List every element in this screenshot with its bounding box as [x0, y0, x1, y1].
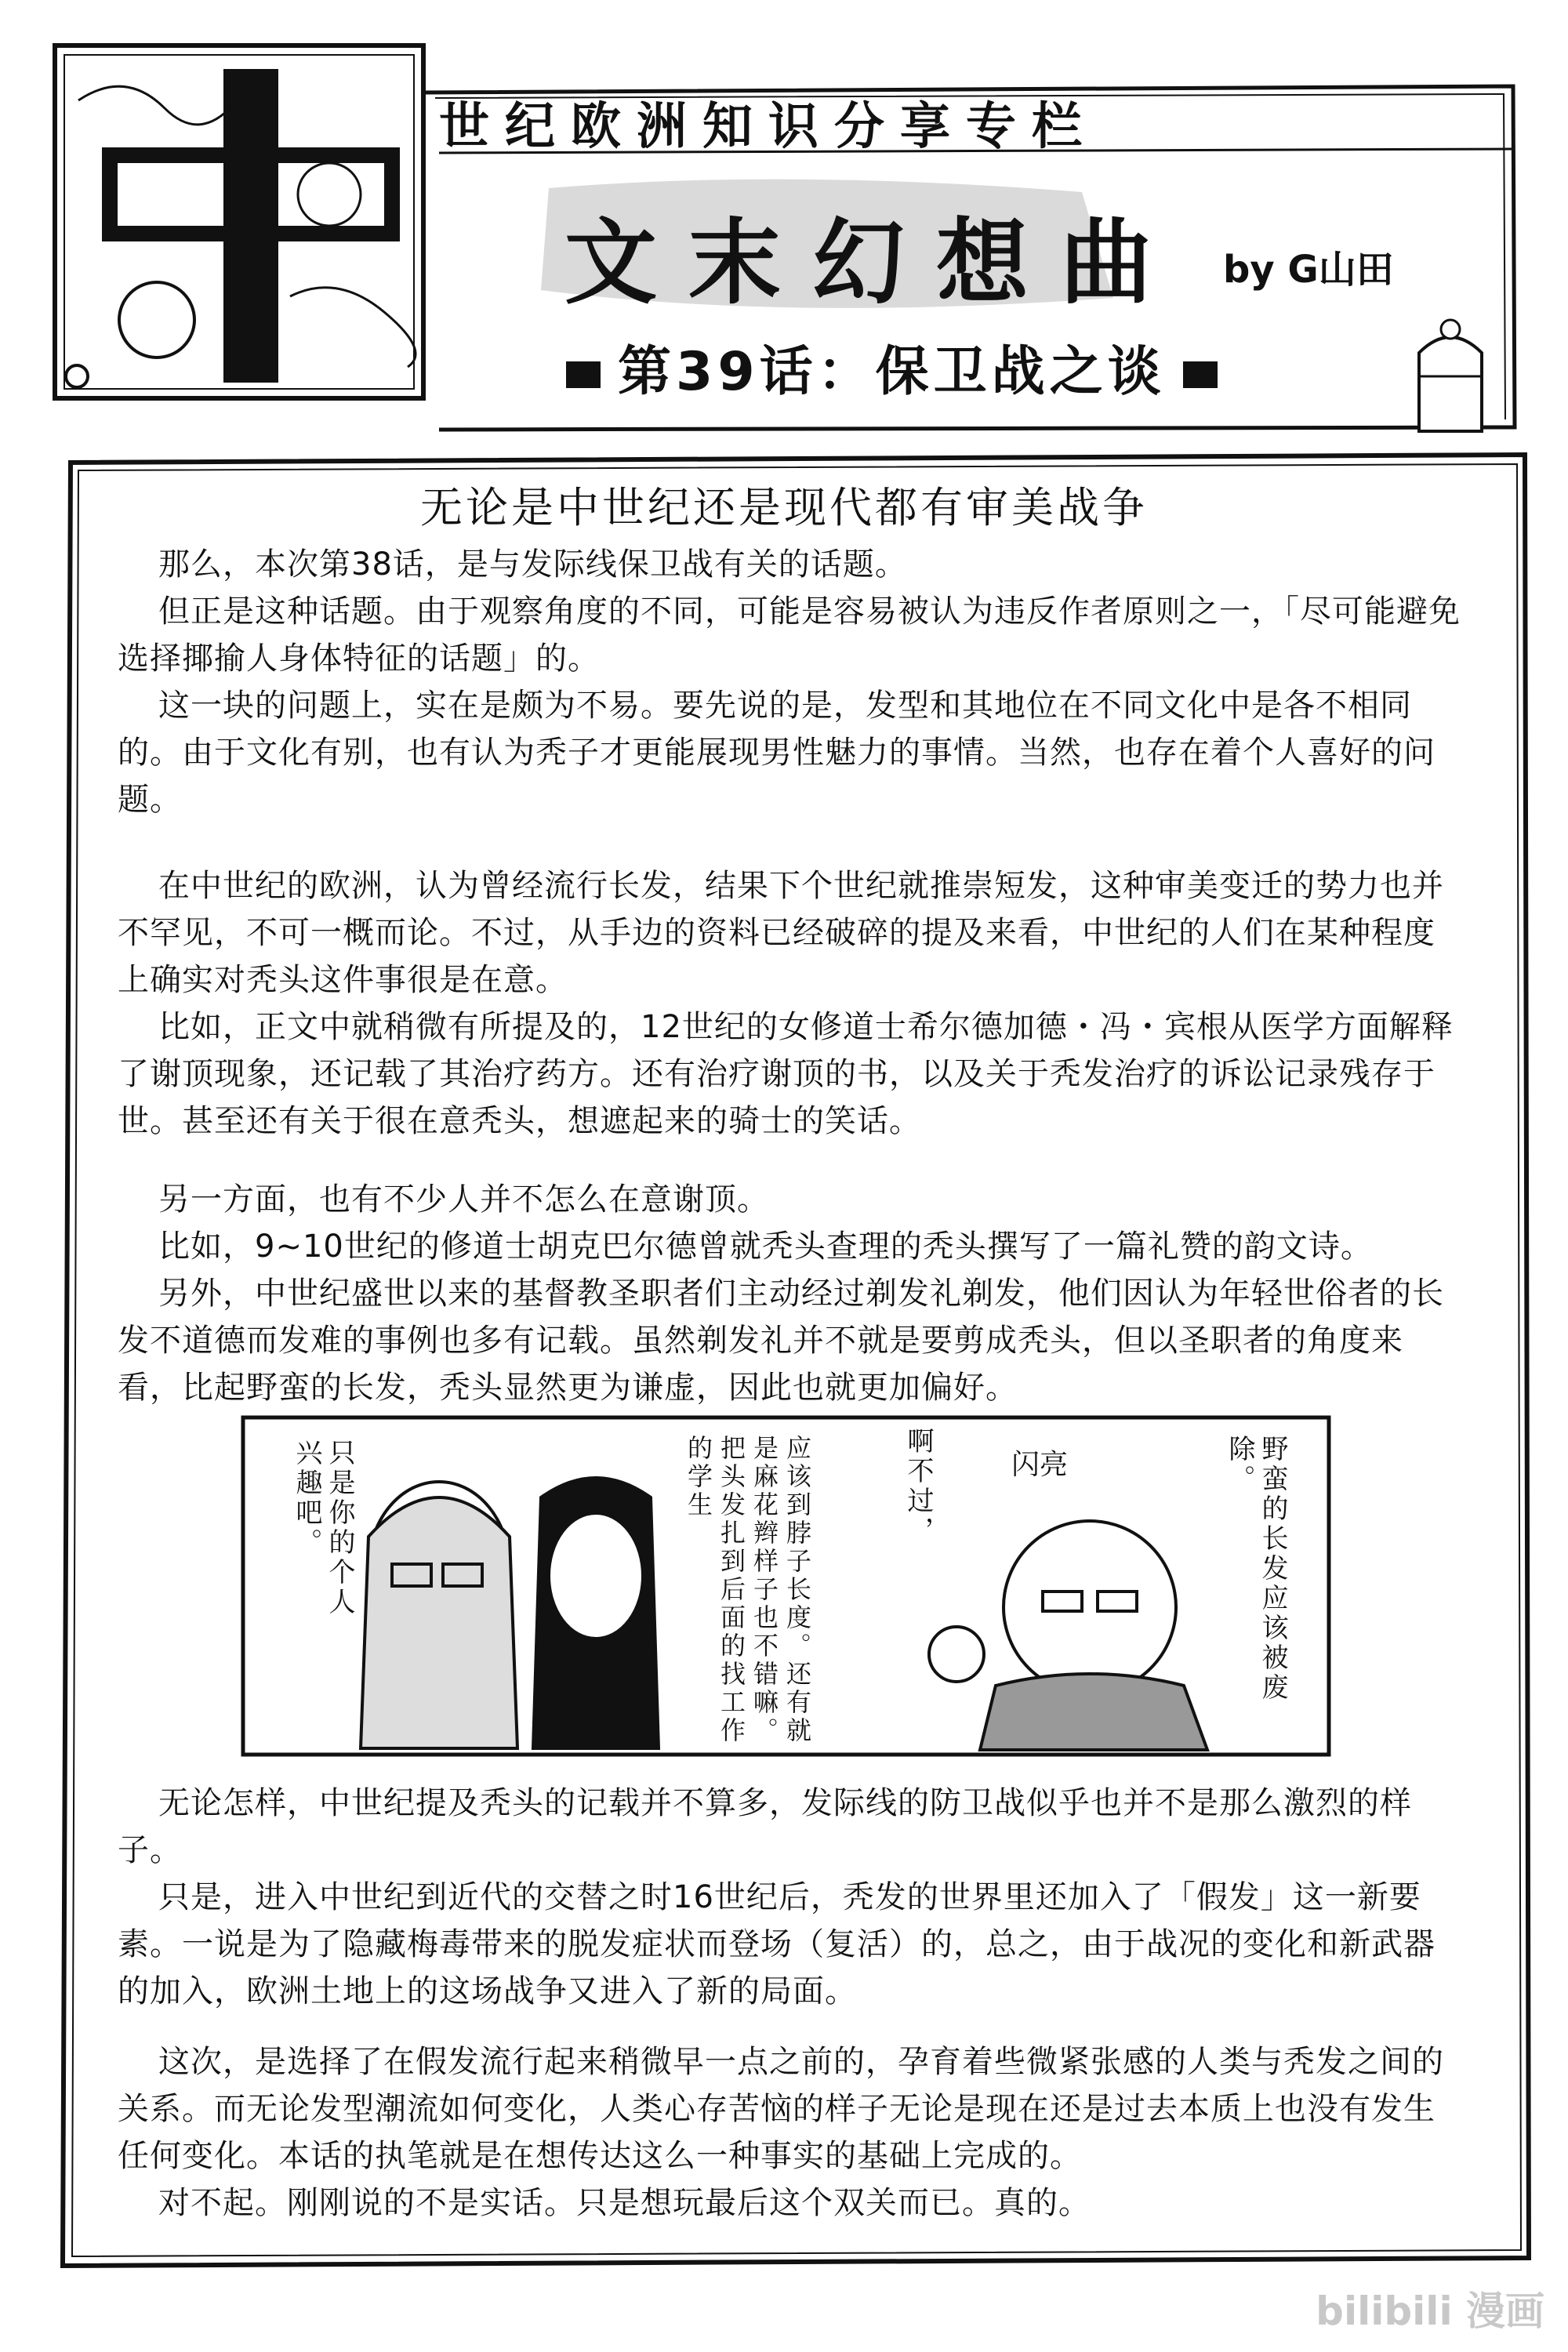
- column-title: 世纪欧洲知识分享专栏: [439, 98, 1098, 156]
- paragraph: 在中世纪的欧洲，认为曾经流行长发，结果下个世纪就推崇短发，这种审美变迁的势力也并不罕见，不可一概而论。不过，从手边的资料已经破碎的提及来看，中世纪的人们在某种程度上确实对秃头这件事很是在意。: [118, 868, 1444, 998]
- comic-bubble-middle: 应该到脖子长度。还有就是麻花辫样子也不错嘛。把头发扎到后面的找工作的学生: [684, 1435, 812, 1745]
- square-bullet-icon: [566, 361, 601, 388]
- comic-bubble-right: 野蛮的长发应该被废除。: [1224, 1435, 1288, 1703]
- paragraph: 比如，9~10世纪的修道士胡克巴尔德曾就秃头查理的秃头撰写了一篇礼赞的韵文诗。: [158, 1229, 1373, 1265]
- bilibili-manga-watermark: bilibili 漫画: [1316, 2288, 1544, 2334]
- square-bullet-icon: [1183, 361, 1218, 388]
- episode-title: [549, 329, 1235, 405]
- paragraph: 另一方面，也有不少人并不怎么在意谢顶。: [158, 1181, 769, 1218]
- paragraph: 但正是这种话题。由于观察角度的不同，可能是容易被认为违反作者原则之一，「尽可能避免选择揶揄人身体特征的话题」的。: [118, 593, 1461, 677]
- illuminated-letter-logo: [47, 38, 439, 406]
- section-title: 无论是中世纪还是现代都有审美战争: [420, 483, 1148, 532]
- main-title: 文末幻想曲: [564, 209, 1185, 317]
- salt-shaker-mascot-icon: [1403, 314, 1497, 439]
- text-block-intro: [118, 541, 1466, 823]
- paragraph: 另外，中世纪盛世以来的基督教圣职者们主动经过剃发礼剃发，他们因认为年轻世俗者的长发不道德而发难的事例也多有记载。虽然剃发礼并不就是要剪成秃头，但以圣职者的角度来看，比起野蛮的长发，秃头显然更为谦虚，因此也就更加偏好。: [118, 1276, 1444, 1406]
- paragraph: 这一块的问题上，实在是颇为不易。要先说的是，发型和其地位在不同文化中是各不相同的。由于文化有别，也有认为秃子才更能展现男性魅力的事情。当然，也存在着个人喜好的问题。: [118, 688, 1436, 818]
- paragraph: 那么，本次第38话，是与发际线保卫战有关的话题。: [158, 546, 907, 583]
- comic-bubble-left: 只是你的个人兴趣吧。: [291, 1439, 355, 1617]
- paragraph: 这次，是选择了在假发流行起来稍微早一点之前的，孕育着些微紧张感的人类与秃发之间的关系。而无论发型潮流如何变化，人类心存苦恼的样子无论是现在还是过去本质上也没有发生任何变化。本话的执笔就是在想传达这么一种事实的基础上完成的。: [118, 2044, 1444, 2174]
- author-byline: by G山田: [1223, 248, 1394, 292]
- episode-label: 第39话：保卫战之谈: [618, 341, 1166, 403]
- comic-sfx-shine: 闪亮: [1011, 1449, 1069, 1481]
- text-block-wig: [118, 1780, 1466, 2015]
- text-block-other-side: [118, 1176, 1466, 1411]
- paragraph: 无论怎样，中世纪提及秃头的记载并不算多，发际线的防卫战似乎也并不是那么激烈的样子。: [118, 1785, 1412, 1868]
- text-block-medieval: [118, 862, 1466, 1145]
- comic-bubble-aside: 啊不过，: [902, 1427, 934, 1546]
- paragraph: 比如，正文中就稍微有所提及的，12世纪的女修道士希尔德加德・冯・宾根从医学方面解释了谢顶现象，还记载了其治疗药方。还有治疗谢顶的书，以及关于秃发治疗的诉讼记录残存于世。甚至还有关于很在意秃头，想遮起来的骑士的笑话。: [118, 1009, 1454, 1139]
- paragraph: 对不起。刚刚说的不是实话。只是想玩最后这个双关而已。真的。: [158, 2185, 1091, 2221]
- text-block-closing: [118, 2038, 1466, 2227]
- paragraph: 只是，进入中世纪到近代的交替之时16世纪后，秃发的世界里还加入了「假发」这一新要素。一说是为了隐藏梅毒带来的脱发症状而登场（复活）的，总之，由于战况的变化和新武器的加入，欧洲土地上的这场战争又进入了新的局面。: [118, 1879, 1436, 2009]
